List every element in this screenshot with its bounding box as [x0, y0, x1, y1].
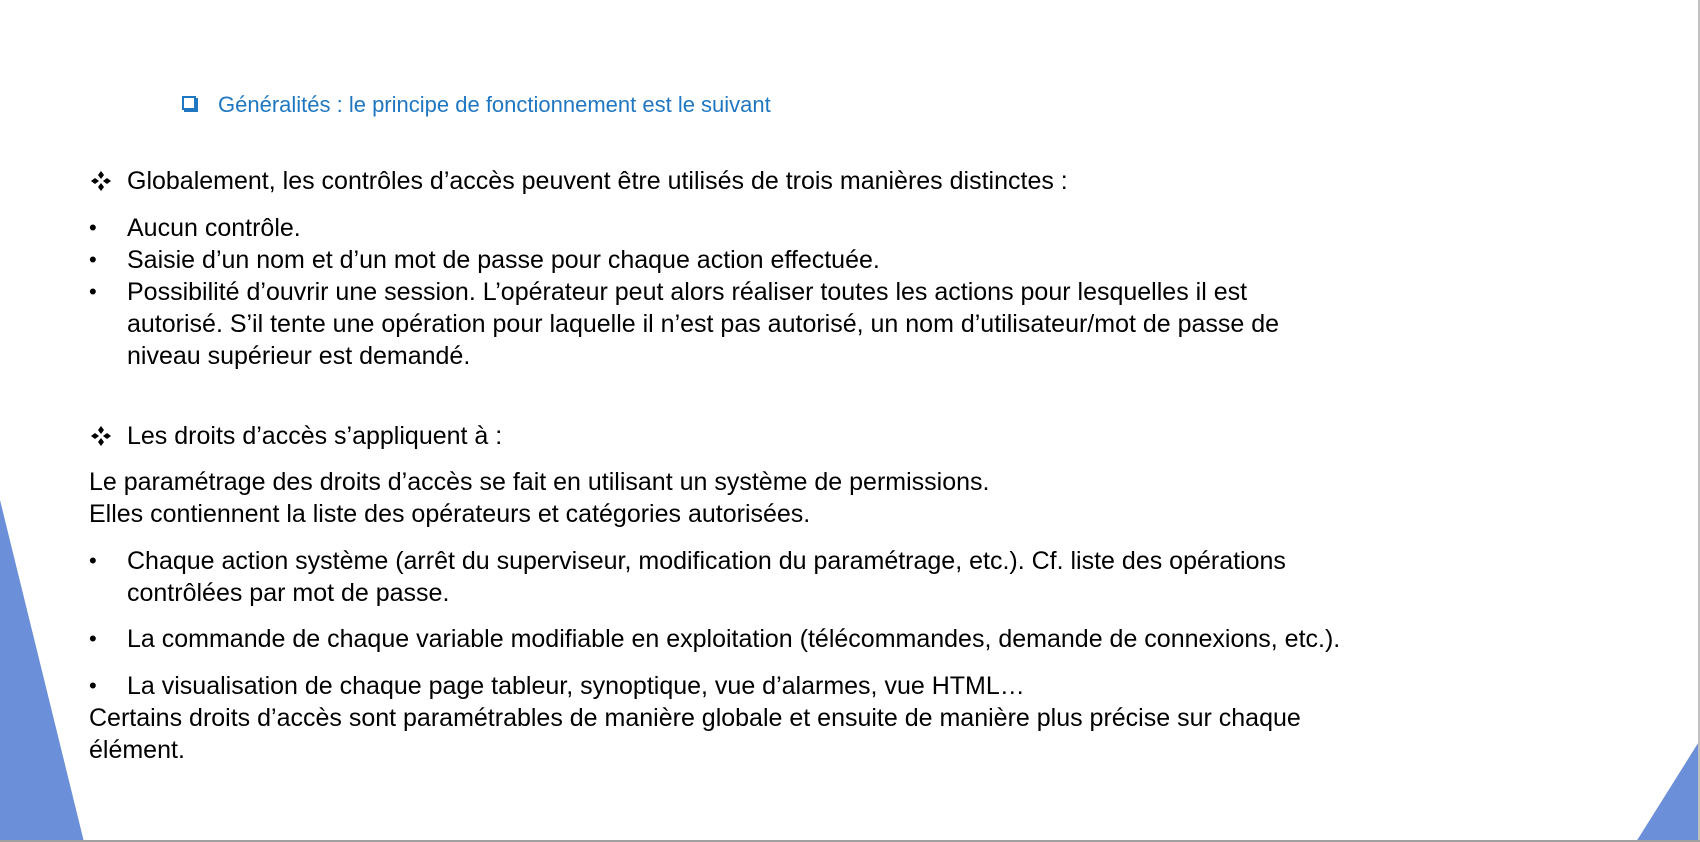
section1-bullet-2: Saisie d’un nom et d’un mot de passe pour chaque action effectuée.: [127, 246, 880, 274]
four-diamonds-icon: [90, 170, 112, 192]
section2-closing-line-1: Certains droits d’accès sont paramétrables de manière globale et ensuite de manière plus précise sur chaque: [89, 704, 1301, 732]
bullet-icon: •: [89, 548, 97, 573]
section1-bullet-3-line-3: niveau supérieur est demandé.: [127, 342, 471, 370]
section2-title: Les droits d’accès s’appliquent à :: [127, 422, 503, 450]
bullet-icon: •: [89, 215, 97, 240]
section2-intro-line-2: Elles contiennent la liste des opérateurs et catégories autorisées.: [89, 500, 811, 528]
bullet-icon: •: [89, 279, 97, 304]
section2-bullet-2: La commande de chaque variable modifiable en exploitation (télécommandes, demande de connexions, etc.).: [127, 625, 1341, 653]
section2-bullet-1-line-2: contrôlées par mot de passe.: [127, 579, 450, 607]
section1-bullet-3-line-1: Possibilité d’ouvrir une session. L’opérateur peut alors réaliser toutes les actions pour lesquelles il est: [127, 278, 1248, 306]
section1-bullet-3-line-2: autorisé. S’il tente une opération pour laquelle il n’est pas autorisé, un nom d’utilisateur/mot de passe de: [127, 310, 1280, 338]
bullet-icon: •: [89, 626, 97, 651]
checkbox-square-icon: [182, 96, 196, 110]
section1-bullet-1: Aucun contrôle.: [127, 214, 301, 242]
bullet-icon: •: [89, 247, 97, 272]
section2-closing-line-2: élément.: [89, 736, 185, 764]
four-diamonds-icon: [90, 425, 112, 447]
bottom-right-blue-triangle: [1636, 740, 1700, 842]
section2-intro-line-1: Le paramétrage des droits d’accès se fait en utilisant un système de permissions.: [89, 468, 990, 496]
left-blue-triangle: [0, 500, 84, 842]
slide-heading: Généralités : le principe de fonctionnement est le suivant: [218, 92, 771, 117]
section2-bullet-3: La visualisation de chaque page tableur, synoptique, vue d’alarmes, vue HTML…: [127, 672, 1025, 700]
section1-title: Globalement, les contrôles d’accès peuvent être utilisés de trois manières distinctes :: [127, 167, 1068, 195]
section2-bullet-1-line-1: Chaque action système (arrêt du superviseur, modification du paramétrage, etc.). Cf. liste des opérations: [127, 547, 1286, 575]
bullet-icon: •: [89, 673, 97, 698]
